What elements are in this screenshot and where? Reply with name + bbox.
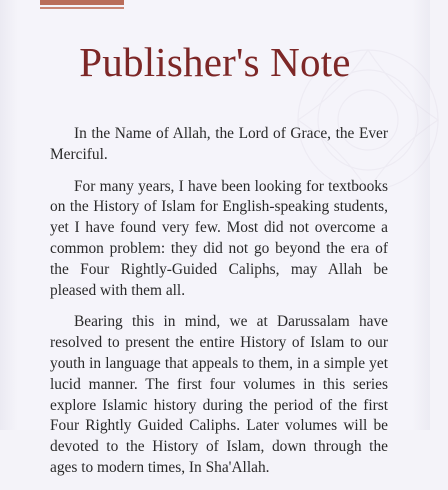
page-title: Publisher's Note bbox=[79, 39, 351, 85]
paragraph-1: In the Name of Allah, the Lord of Grace, the Ever Merciful. bbox=[50, 125, 388, 163]
decorative-top-rule-thin bbox=[40, 7, 124, 9]
decorative-top-rule bbox=[40, 0, 124, 5]
body-text bbox=[50, 124, 388, 490]
paragraph-2: For many years, I have been looking for textbooks on the History of Islam for English-speaking students, yet I have found very few. Most did not overcome a common problem: they did not go beyond the era of the Four Rightly-Guided Caliphs, may Allah be pleased with them all. bbox=[50, 177, 388, 299]
paragraph-3: Bearing this in mind, we at Darussalam have resolved to present the entire History of Islam to our youth in language that appeals to them, in a simple yet lucid manner. The first four volumes in this series explore Islamic history during the period of the first Four Rightly Guided Caliphs. Later volumes will be devoted to the History of Islam, down through the ages to modern times, In Sha'Allah. bbox=[50, 313, 388, 476]
